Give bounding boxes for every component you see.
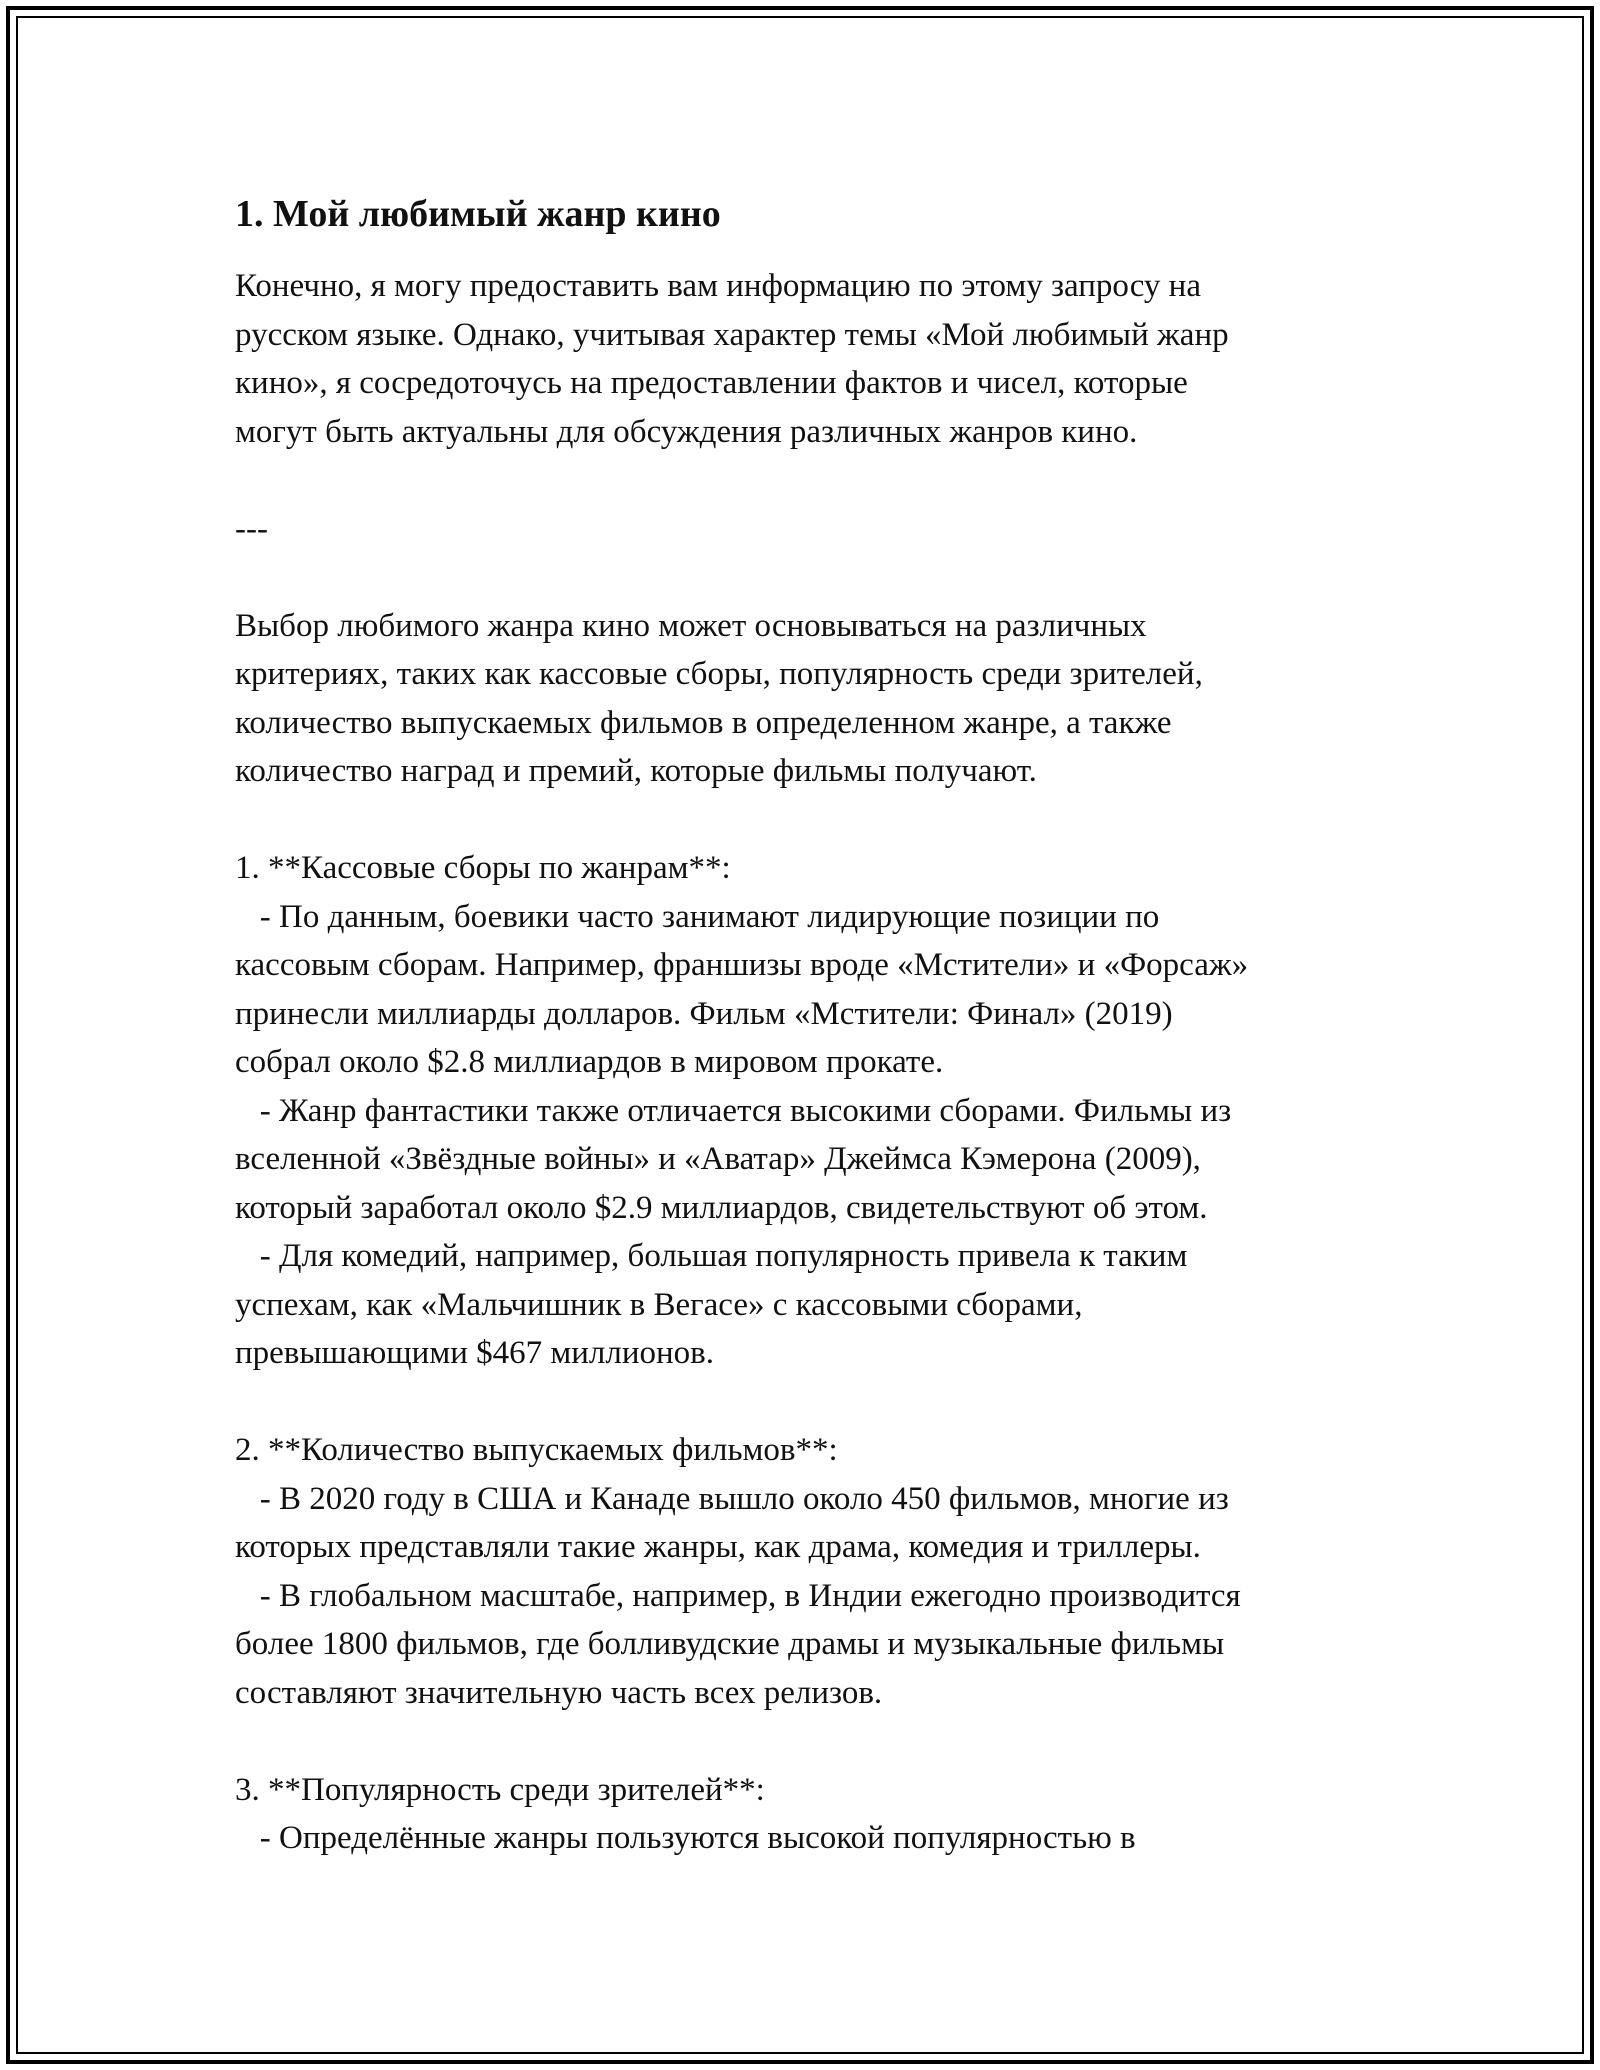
separator-line: --- <box>235 510 268 547</box>
list-heading: 3. **Популярность среди зрителей**: <box>235 1771 765 1808</box>
text-line: критериях, таких как кассовые сборы, популярность среди зрителей, <box>235 656 1203 692</box>
list-heading: 2. **Количество выпускаемых фильмов**: <box>235 1432 838 1468</box>
text-line: который заработал около $2.9 миллиардов, свидетельствуют об этом. <box>235 1189 1208 1226</box>
document-body <box>235 190 1375 1863</box>
text-line: вселенной «Звёздные войны» и «Аватар» Джеймса Кэмерона (2009), <box>235 1141 1201 1177</box>
blank-line <box>235 553 1375 602</box>
list-item: - В 2020 году в США и Канаде вышло около 450 фильмов, многие из <box>235 1480 1229 1517</box>
text-line: успехам, как «Мальчишник в Вегасе» с кассовыми сборами, <box>235 1286 1083 1323</box>
text-line: Выбор любимого жанра кино может основываться на различных <box>235 607 1147 644</box>
list-item: - По данным, боевики часто занимают лидирующие позиции по <box>235 898 1160 935</box>
blank-line <box>235 456 1375 505</box>
blank-line <box>235 1717 1375 1766</box>
document-title: 1. Мой любимый жанр кино <box>235 193 721 235</box>
text-line: Конечно, я могу предоставить вам информацию по этому запросу на <box>235 268 1201 304</box>
text-line: составляют значительную часть всех релизов. <box>235 1674 883 1711</box>
text-line: кино», я сосредоточусь на предоставлении фактов и чисел, которые <box>235 365 1188 401</box>
list-item: - Определённые жанры пользуются высокой популярностью в <box>235 1820 1136 1856</box>
text-line: принесли миллиарды долларов. Фильм «Мстители: Финал» (2019) <box>235 995 1173 1032</box>
text-line: количество выпускаемых фильмов в определенном жанре, а также <box>235 704 1172 741</box>
text-lines <box>235 262 1375 1863</box>
text-line: кассовым сборам. Например, франшизы вроде «Мстители» и «Форсаж» <box>235 947 1249 983</box>
text-line: которых представляли такие жанры, как драма, комедия и триллеры. <box>235 1529 1201 1565</box>
text-line: собрал около $2.8 миллиардов в мировом прокате. <box>235 1044 944 1080</box>
list-heading: 1. **Кассовые сборы по жанрам**: <box>235 850 731 886</box>
blank-line <box>235 1378 1375 1427</box>
text-line: более 1800 фильмов, где болливудские драмы и музыкальные фильмы <box>235 1626 1225 1662</box>
blank-line <box>235 796 1375 845</box>
list-item: - В глобальном масштабе, например, в Индии ежегодно производится <box>235 1577 1241 1614</box>
text-line: превышающими $467 миллионов. <box>235 1335 715 1371</box>
list-item: - Жанр фантастики также отличается высокими сборами. Фильмы из <box>235 1092 1232 1129</box>
text-line: русском языке. Однако, учитывая характер темы «Мой любимый жанр <box>235 316 1229 353</box>
text-line: количество наград и премий, которые фильмы получают. <box>235 753 1037 789</box>
list-item: - Для комедий, например, большая популярность привела к таким <box>235 1238 1188 1274</box>
text-line: могут быть актуальны для обсуждения различных жанров кино. <box>235 413 1138 450</box>
